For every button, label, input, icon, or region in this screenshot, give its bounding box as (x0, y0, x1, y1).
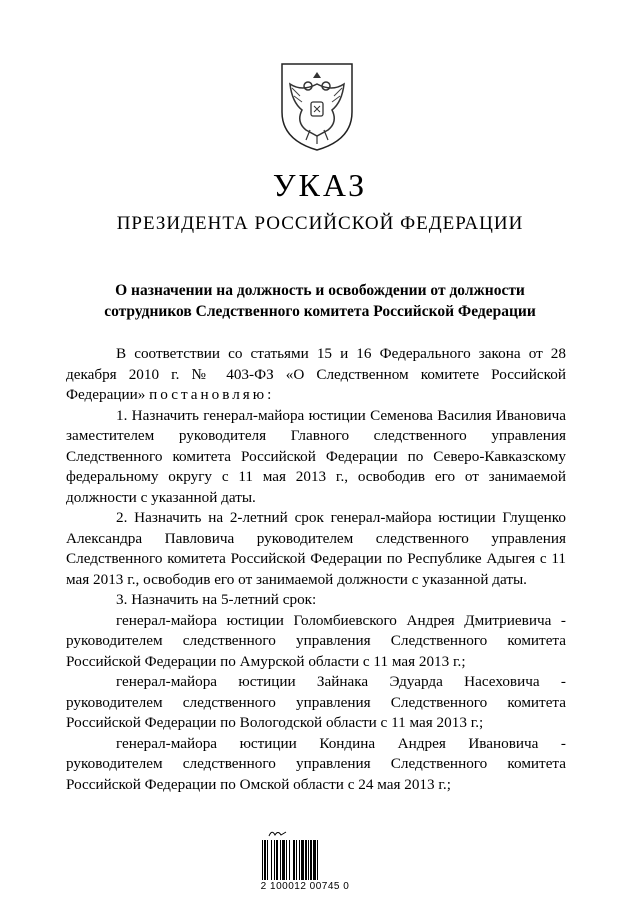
heading-line: О назначении на должность и освобождении от должности (115, 282, 525, 299)
coat-of-arms-icon (272, 52, 362, 152)
decree-heading (80, 280, 560, 322)
decree-body (66, 344, 566, 795)
signature-mark (268, 828, 288, 840)
barcode-number: 2 100012 00745 0 (260, 881, 350, 892)
appointment-paragraph: генерал-майора юстиции Зайнака Эдуарда Насеховича - руководителем следственного управления Следственного комитета Российской Федерации по Вологодской области с 11 мая 2013 г.; (66, 673, 566, 731)
decree-word: постановляю: (149, 386, 275, 403)
item-paragraph: 1. Назначить генерал-майора юстиции Семенова Василия Ивановича заместителем руководителя Главного следственного управления Следственного комитета Российской Федерации по Северо-Кавказскому федеральному округу с 11 мая 2013 г., освободив его от занимаемой должности с указанной даты. (66, 406, 566, 506)
appointment-paragraph: генерал-майора юстиции Голомбиевского Андрея Дмитриевича - руководителем следственного управления Следственного комитета Российской Федерации по Амурской области с 11 мая 2013 г.; (66, 611, 566, 670)
item-paragraph: 3. Назначить на 5-летний срок: (116, 591, 317, 608)
preamble-paragraph (66, 344, 566, 406)
document-subtitle: ПРЕЗИДЕНТА РОССИЙСКОЙ ФЕДЕРАЦИИ (116, 213, 524, 234)
preamble-text: В соответствии со статьями 15 и 16 Федерального закона от 28 декабря 2010 г. № 403-ФЗ «О Следственном комитете Российской Федерации» (66, 345, 566, 403)
appointment-paragraph: генерал-майора юстиции Кондина Андрея Ивановича - руководителем следственного управления Следственного комитета Российской Федерации по Омской области с 24 мая 2013 г.; (66, 734, 566, 793)
heading-line: сотрудников Следственного комитета Российской Федерации (104, 303, 536, 320)
document-title: УКАЗ (272, 167, 368, 203)
item-paragraph: 2. Назначить на 2-летний срок генерал-майора юстиции Глущенко Александра Павловича руководителем следственного управления Следственного комитета Российской Федерации по Республике Адыгея с 11 мая 2013 г., освободив его от занимаемой должности с указанной даты. (66, 509, 566, 588)
barcode-icon (262, 840, 340, 880)
